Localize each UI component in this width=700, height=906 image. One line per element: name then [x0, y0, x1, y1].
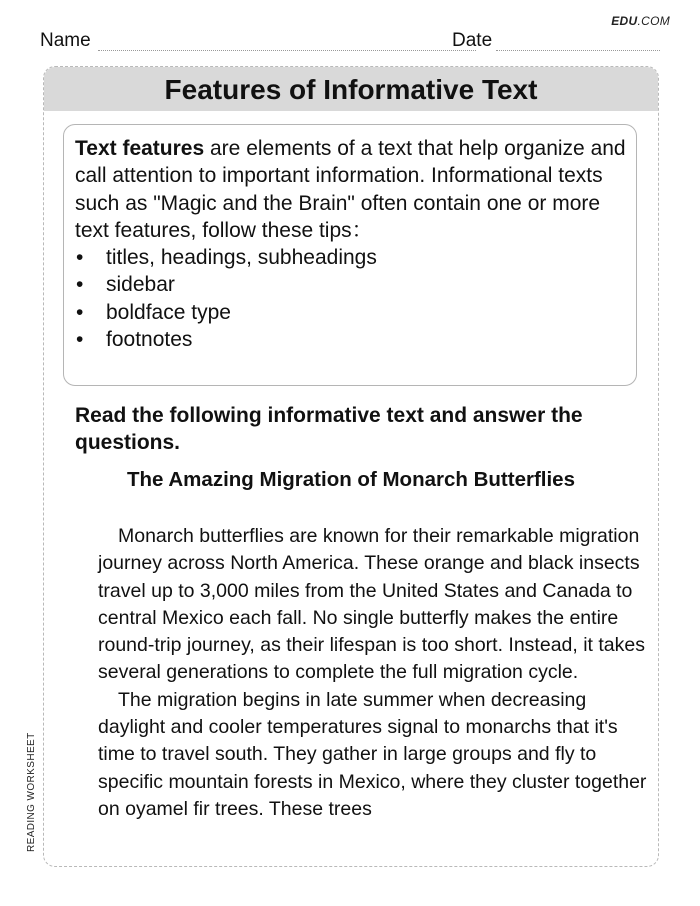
list-item: [75, 244, 626, 271]
bullet-icon: •: [76, 246, 84, 270]
list-item: [75, 271, 626, 298]
intro-text: are elements of a text that help organize and call attention to important information. Informational texts such as "Magic and the Brain" often contain one or more text features, follow these tips：: [75, 137, 626, 242]
bullet-icon: •: [76, 273, 84, 297]
side-label: READING WORKSHEET: [26, 732, 37, 852]
instruction-text: Read the following informative text and answer the questions.: [75, 404, 583, 454]
tip-text: footnotes: [106, 328, 193, 352]
name-field-line[interactable]: [98, 50, 476, 51]
tips-list: [75, 244, 626, 353]
article-title: The Amazing Migration of Monarch Butterflies: [127, 468, 575, 491]
article-paragraph: The migration begins in late summer when decreasing daylight and cooler temperatures signal to monarchs that it's time to travel south. They gather in large groups and fly to specific mountain forests in Mexico, where they cluster together on oyamel fir trees. These trees: [98, 688, 647, 820]
tip-text: titles, headings, subheadings: [106, 246, 377, 270]
list-item: [75, 299, 626, 326]
worksheet-title: Features of Informative Text: [44, 67, 658, 111]
tip-text: boldface type: [106, 300, 231, 324]
intro-paragraph: [75, 135, 626, 244]
tip-text: sidebar: [106, 273, 175, 297]
text-features-box: [63, 124, 637, 386]
brand-logo: [611, 14, 670, 28]
date-label: Date: [452, 30, 493, 51]
worksheet-frame: [43, 66, 659, 867]
brand-name: EDU: [611, 14, 638, 28]
bold-term: Text features: [75, 137, 205, 160]
list-item: [75, 326, 626, 353]
name-date-row: [40, 30, 660, 54]
bullet-icon: •: [76, 328, 84, 352]
article-body: [98, 523, 648, 823]
bullet-icon: •: [76, 300, 84, 324]
article-paragraph: Monarch butterflies are known for their remarkable migration journey across North America. These orange and black insects travel up to 3,000 miles from the United States and Canada to central Mexico each fall. No single butterfly makes the entire round-trip journey, as their lifespan is too short. Instead, it takes several generations to complete the full migration cycle.: [98, 525, 645, 684]
date-field-line[interactable]: [496, 50, 660, 51]
brand-domain: .COM: [637, 14, 670, 28]
name-label: Name: [40, 30, 91, 51]
